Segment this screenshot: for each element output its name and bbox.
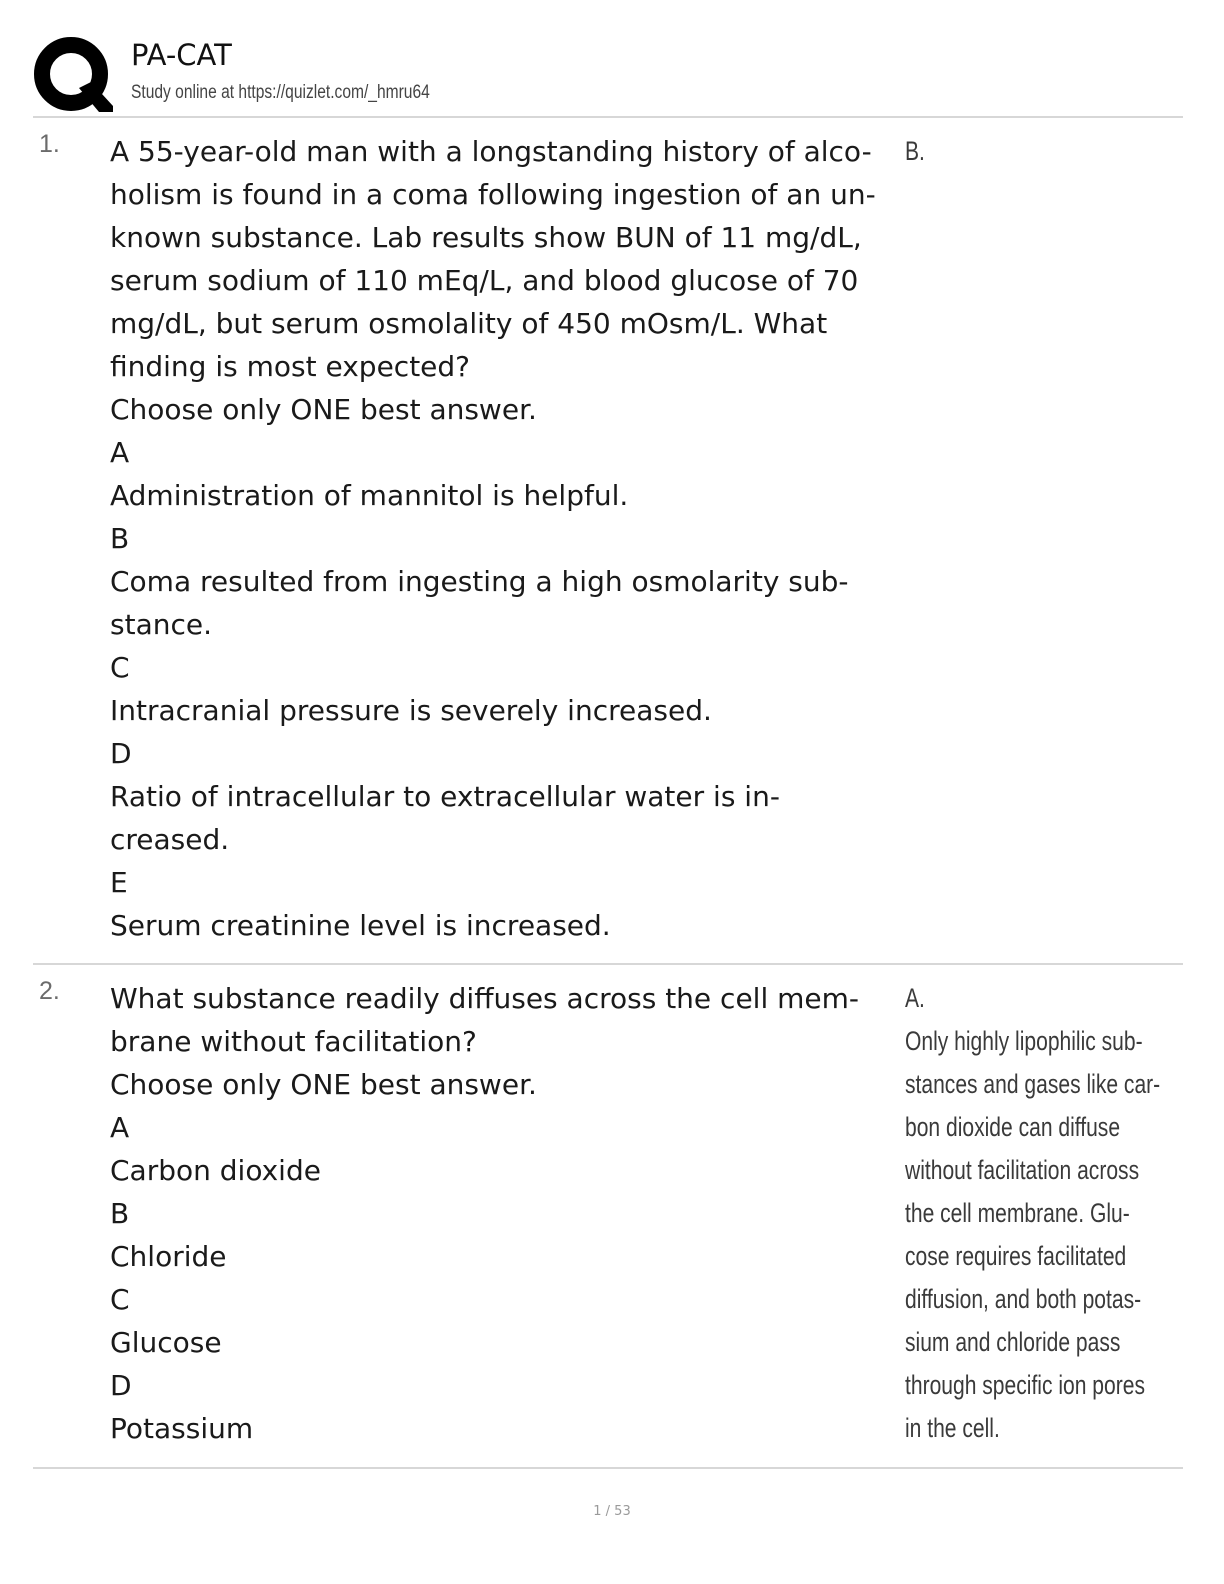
option-letter: E bbox=[110, 866, 128, 899]
answer-text bbox=[905, 977, 1170, 1450]
card-number: 2. bbox=[39, 977, 60, 1005]
question-line: holism is found in a coma following ingestion of an un- bbox=[110, 178, 876, 211]
option-text: Potassium bbox=[110, 1412, 254, 1445]
study-link[interactable]: Study online at https://quizlet.com/_hmru64 bbox=[131, 82, 430, 103]
answer-line: the cell membrane. Glu- bbox=[905, 1198, 1130, 1228]
answer-line: B. bbox=[905, 136, 925, 166]
answer-line: in the cell. bbox=[905, 1413, 1000, 1443]
option-letter: D bbox=[110, 1369, 132, 1402]
option-text: Intracranial pressure is severely increased. bbox=[110, 694, 712, 727]
option-text: Ratio of intracellular to extracellular water is in- bbox=[110, 780, 780, 813]
option-text: Carbon dioxide bbox=[110, 1154, 321, 1187]
card-number: 1. bbox=[39, 130, 60, 158]
question-line: serum sodium of 110 mEq/L, and blood glucose of 70 bbox=[110, 264, 859, 297]
card-divider bbox=[33, 1467, 1183, 1469]
option-text: Glucose bbox=[110, 1326, 222, 1359]
question-line: brane without facilitation? bbox=[110, 1025, 477, 1058]
answer-line: diffusion, and both potas- bbox=[905, 1284, 1142, 1314]
answer-line: bon dioxide can diffuse bbox=[905, 1112, 1121, 1142]
quizlet-q-logo-icon bbox=[33, 36, 113, 116]
option-letter: B bbox=[110, 1197, 130, 1230]
answer-line: stances and gases like car- bbox=[905, 1069, 1161, 1099]
option-letter: C bbox=[110, 651, 130, 684]
deck-title: PA-CAT bbox=[131, 38, 232, 72]
question-text bbox=[110, 130, 900, 947]
answer-line: sium and chloride pass bbox=[905, 1327, 1121, 1357]
card-divider bbox=[33, 963, 1183, 965]
page-number: 1 / 53 bbox=[593, 1504, 631, 1519]
answer-line: without facilitation across bbox=[905, 1155, 1140, 1185]
option-text: Chloride bbox=[110, 1240, 227, 1273]
question-line: A 55-year-old man with a longstanding history of alco- bbox=[110, 135, 872, 168]
question-line: finding is most expected? bbox=[110, 350, 471, 383]
option-letter: A bbox=[110, 436, 130, 469]
answer-line: Only highly lipophilic sub- bbox=[905, 1026, 1143, 1056]
option-text: Coma resulted from ingesting a high osmolarity sub- bbox=[110, 565, 849, 598]
answer-line: cose requires facilitated bbox=[905, 1241, 1127, 1271]
question-line: What substance readily diffuses across the cell mem- bbox=[110, 982, 860, 1015]
answer-line: A. bbox=[905, 983, 925, 1013]
instruction: Choose only ONE best answer. bbox=[110, 1068, 537, 1101]
option-text: Administration of mannitol is helpful. bbox=[110, 479, 629, 512]
question-text bbox=[110, 977, 900, 1450]
option-text: creased. bbox=[110, 823, 230, 856]
option-text: Serum creatinine level is increased. bbox=[110, 909, 611, 942]
answer-line: through specific ion pores bbox=[905, 1370, 1145, 1400]
answer-text bbox=[905, 130, 1170, 173]
option-letter: A bbox=[110, 1111, 130, 1144]
option-letter: B bbox=[110, 522, 130, 555]
page-header bbox=[33, 30, 1183, 118]
option-text: stance. bbox=[110, 608, 212, 641]
question-line: known substance. Lab results show BUN of 11 mg/dL, bbox=[110, 221, 862, 254]
question-line: mg/dL, but serum osmolality of 450 mOsm/L. What bbox=[110, 307, 828, 340]
option-letter: C bbox=[110, 1283, 130, 1316]
option-letter: D bbox=[110, 737, 132, 770]
instruction: Choose only ONE best answer. bbox=[110, 393, 537, 426]
header-divider bbox=[33, 116, 1183, 118]
